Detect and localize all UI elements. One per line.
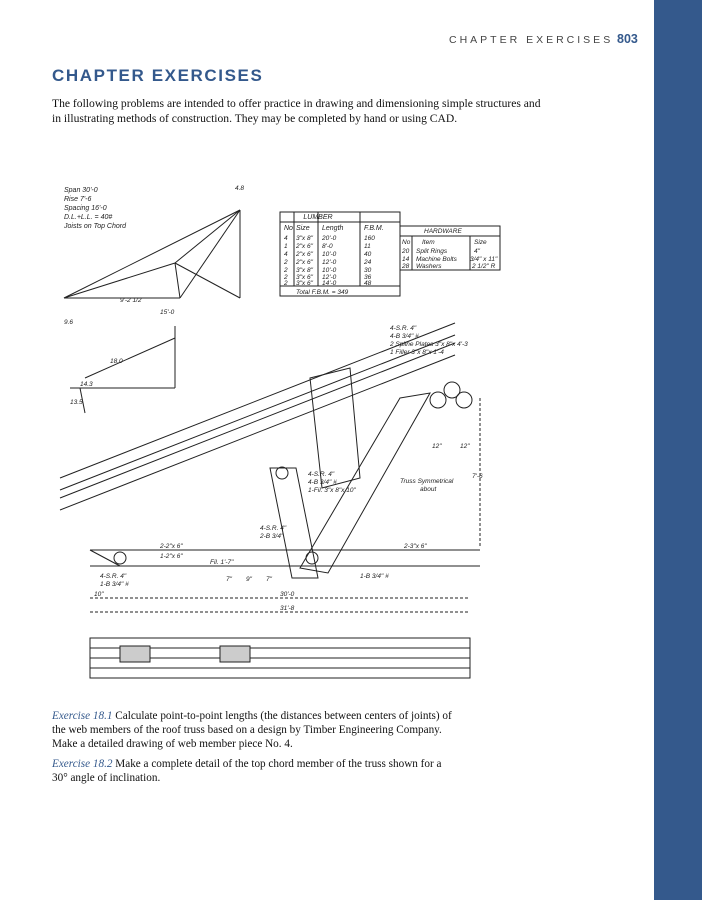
hardware-cell: 4" — [474, 248, 480, 255]
hardware-cell: Washers — [416, 263, 442, 270]
exercise-label: Exercise 18.1 — [52, 710, 113, 722]
hardware-col: No — [402, 239, 411, 246]
hardware-cell: Split Rings — [416, 248, 448, 255]
lumber-col-fbm: F.B.M. — [364, 225, 384, 232]
hardware-col: Item — [422, 239, 435, 246]
dim-label: 13.5 — [70, 399, 83, 406]
truss-figure — [60, 178, 498, 693]
dim-label: 30'-0 — [280, 591, 295, 598]
hardware-rows — [401, 228, 498, 270]
lumber-cell: 3"x 6" — [296, 280, 313, 287]
callout: Truss Symmetrical — [400, 478, 454, 485]
callout: 4-S.R. 4" — [260, 525, 287, 532]
truss-drawing — [60, 178, 498, 688]
lumber-cell: 30 — [364, 267, 372, 274]
dim-label: 12" — [460, 443, 470, 450]
callout: 1 Filler 3"x 8"x 1'-4 — [390, 349, 444, 356]
callout: 4-S.R. 4" — [308, 471, 335, 478]
lumber-cell: 12'-0 — [322, 259, 337, 266]
callout: Fil. 1'-7" — [210, 559, 234, 566]
lumber-cell: 48 — [364, 280, 372, 287]
dim-label: 12" — [432, 443, 442, 450]
spec-line: D.L.+L.L. = 40# — [64, 214, 113, 221]
hardware-cell: 14 — [402, 256, 410, 263]
hardware-title: HARDWARE — [424, 228, 462, 235]
callout: 2-3"x 6" — [404, 543, 427, 550]
exercise-text: Calculate point-to-point lengths (the distances between centers of joints) of the web members of the roof truss based on a design by Timber Engineering Company. Make a detailed drawing of web member piece No. 4. — [52, 710, 452, 750]
lumber-cell: 4 — [284, 251, 288, 258]
dim-label: 31'-8 — [280, 605, 295, 612]
lumber-cell: 3"x 8" — [296, 267, 313, 274]
spec-line: Spacing 16'-0 — [64, 205, 107, 212]
lumber-cell: 3"x 6" — [296, 274, 313, 281]
callout: 2-B 3/4" — [260, 533, 284, 540]
dim-label: 18.0 — [110, 358, 123, 365]
lumber-cell: 2 — [284, 259, 288, 266]
lumber-cell: 11 — [364, 243, 371, 250]
bottom-chord — [90, 550, 480, 566]
sidebar-band — [654, 0, 702, 900]
lumber-total: Total F.B.M. = 349 — [296, 289, 349, 296]
exercise-18-2 — [52, 757, 452, 785]
callout: 4-S.R. 4" — [390, 325, 417, 332]
lumber-cell: 2 — [284, 267, 288, 274]
hardware-cell: 20 — [402, 248, 410, 255]
exercise-text: Make a complete detail of the top chord member of the truss shown for a 30° angle of inclination. — [52, 758, 442, 784]
lumber-cell: 14'-0 — [322, 280, 337, 287]
lumber-col-length: Length — [322, 225, 344, 232]
hardware-col: Size — [474, 239, 487, 246]
exercise-18-1 — [52, 709, 452, 751]
lumber-cell: 40 — [364, 251, 372, 258]
lumber-cell: 160 — [364, 235, 375, 242]
callout: 4-B 3/4" # — [308, 479, 337, 486]
lumber-cell: 2"x 6" — [296, 251, 313, 258]
callout: 1-B 3/4" # — [100, 581, 129, 588]
lumber-col-size: Size — [296, 225, 310, 232]
lumber-cell: 24 — [364, 259, 372, 266]
lumber-cell: 2"x 6" — [296, 259, 313, 266]
callout: 4-B 3/4" # — [390, 333, 419, 340]
lumber-cell: 10'-0 — [322, 267, 337, 274]
lumber-cell: 2 — [284, 274, 288, 281]
dim-label: 15'-0 — [160, 309, 175, 316]
force-polygon — [70, 326, 175, 413]
dimension-lines — [90, 398, 480, 612]
callouts — [100, 325, 468, 588]
running-head: CHAPTER EXERCISES — [449, 34, 614, 46]
lumber-cell: 8'-0 — [322, 243, 333, 250]
dim-label: 7" — [226, 576, 232, 583]
lumber-cell: 2 — [284, 280, 288, 287]
lumber-cell: 20'-0 — [322, 235, 337, 242]
dim-label: 14.3 — [80, 381, 93, 388]
dim-label: 9.6 — [64, 319, 74, 326]
callout: 1-Fil. 3"x 8"x 10" — [308, 487, 356, 494]
lumber-cell: 36 — [364, 274, 372, 281]
callout: 1-2"x 6" — [160, 553, 183, 560]
dim-label: 7'-6 — [472, 473, 483, 480]
lumber-rows — [283, 235, 375, 296]
callout: 1-B 3/4" # — [360, 573, 389, 580]
intro-paragraph: The following problems are intended to offer practice in drawing and dimensioning simple structures and in illustrating methods of construction. They may be completed by hand or using CAD. — [52, 97, 541, 125]
callout: about — [420, 486, 437, 493]
lumber-cell: 4 — [284, 235, 288, 242]
split-ring-circles — [114, 382, 472, 564]
lumber-cell: 10'-0 — [322, 251, 337, 258]
spec-line: Rise 7'-6 — [64, 196, 92, 203]
callout: 2-2"x 6" — [160, 543, 183, 550]
hardware-cell: 2 1/2" R — [472, 263, 496, 270]
dim-label: 10" — [94, 591, 104, 598]
hardware-cell: 28 — [402, 263, 410, 270]
dim-label: 9" — [246, 576, 252, 583]
lumber-title: LUMBER — [303, 214, 333, 221]
lumber-cell: 1 — [284, 243, 288, 250]
spec-line: Joists on Top Chord — [64, 223, 126, 230]
lumber-col-no: No — [284, 225, 293, 232]
hardware-cell: Machine Bolts — [416, 256, 457, 263]
lumber-cell: 2"x 6" — [296, 243, 313, 250]
hardware-cell: 3/4" x 11" — [470, 256, 498, 263]
dim-label: 9'-2 1/2 — [120, 297, 142, 304]
plan-view — [90, 638, 470, 678]
spec-line: Span 30'-0 — [64, 187, 98, 194]
dim-label: 7" — [266, 576, 272, 583]
callout: 4-S.R. 4" — [100, 573, 127, 580]
callout: 2 Spline Plates 3"x 8"x 4'-3 — [390, 341, 468, 348]
section-title: CHAPTER EXERCISES — [52, 66, 264, 85]
exercise-label: Exercise 18.2 — [52, 758, 113, 770]
page-number: 803 — [617, 32, 638, 46]
lumber-cell: 12'-0 — [322, 274, 337, 281]
dim-label: 4.8 — [235, 185, 245, 192]
lumber-cell: 3"x 8" — [296, 235, 313, 242]
